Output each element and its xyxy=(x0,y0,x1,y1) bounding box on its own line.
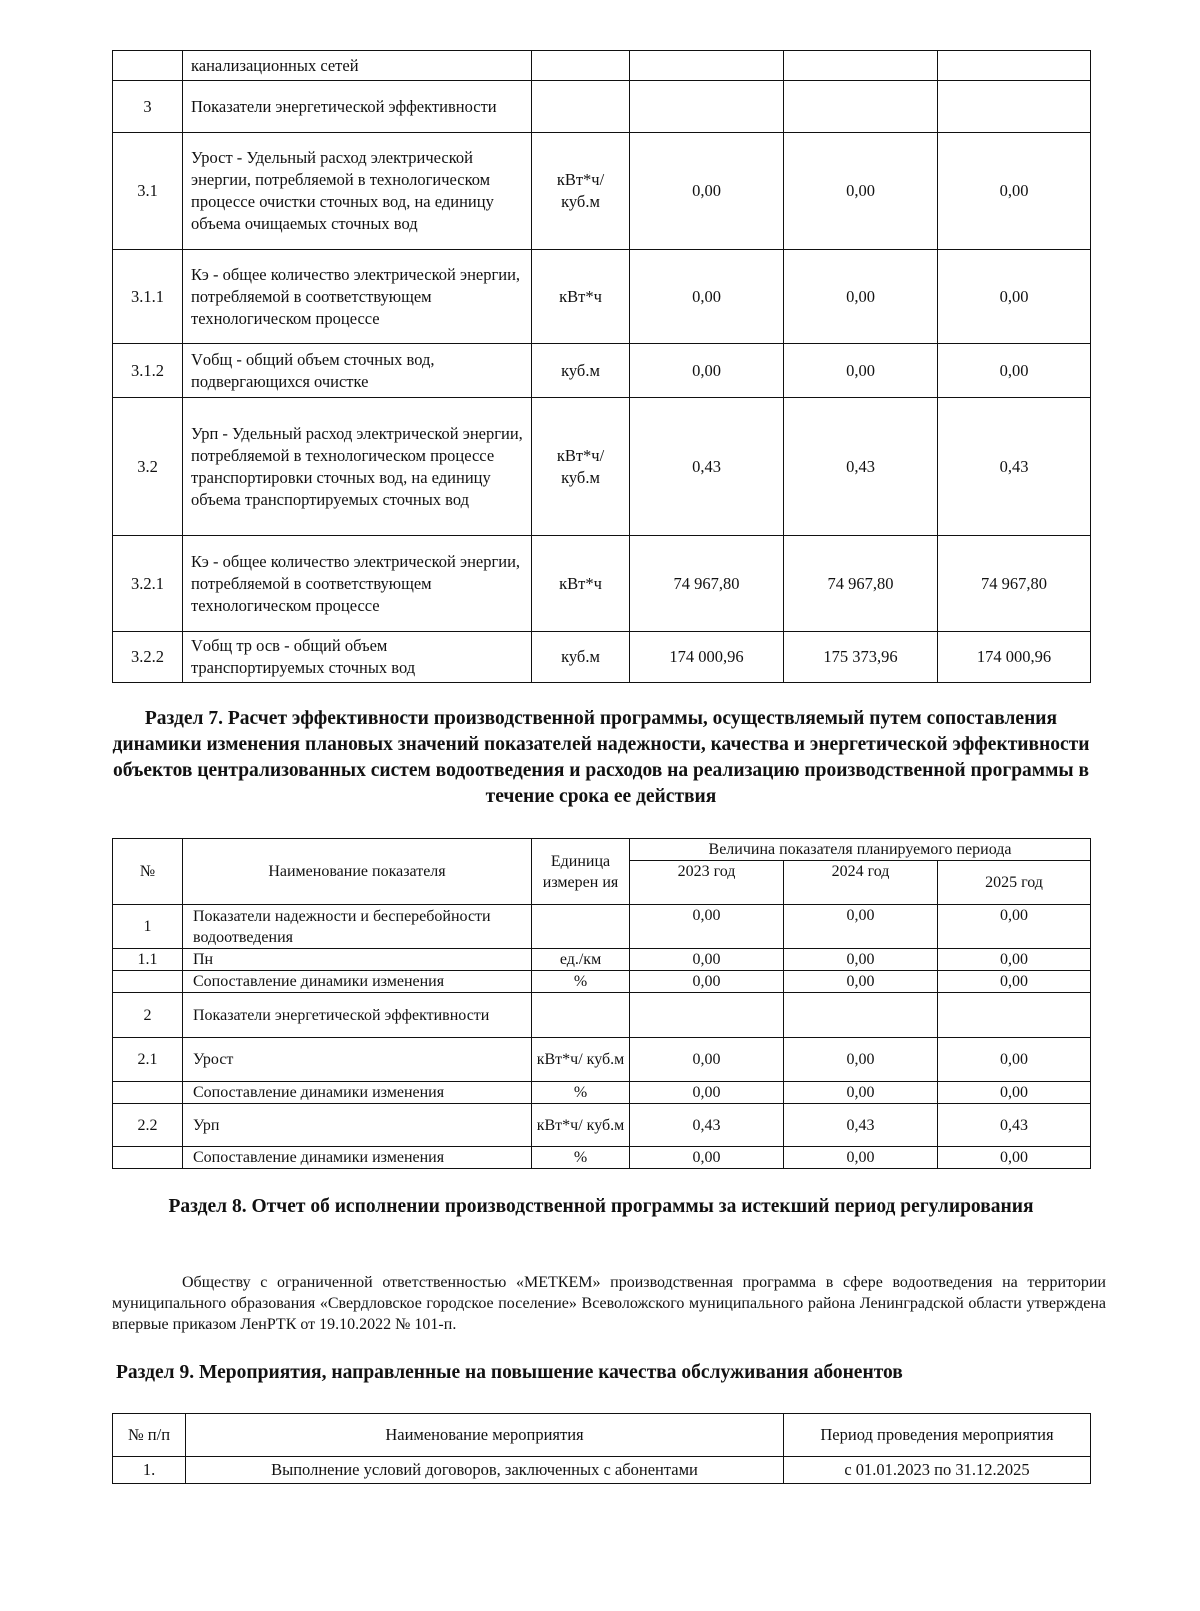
cell-no: 1. xyxy=(113,1457,186,1484)
cell-no: 3.2.2 xyxy=(113,632,183,683)
cell-value: 0,43 xyxy=(938,1104,1091,1147)
cell-unit: кВт*ч xyxy=(532,250,630,344)
cell-name: Показатели надежности и бесперебойности водоотведения xyxy=(183,905,532,949)
cell-value: 0,00 xyxy=(630,949,784,971)
cell-no xyxy=(113,1082,183,1104)
cell-unit xyxy=(532,993,630,1038)
cell-name: Кэ - общее количество электрической энергии, потребляемой в соответствующем технологическом процессе xyxy=(183,536,532,632)
header-year: 2024 год xyxy=(784,861,938,905)
table-row xyxy=(113,133,1091,250)
cell-unit: кВт*ч/ куб.м xyxy=(532,1104,630,1147)
cell-value: 0,00 xyxy=(938,250,1091,344)
cell-unit xyxy=(532,81,630,133)
table-row xyxy=(113,250,1091,344)
table-row xyxy=(113,905,1091,949)
cell-name: Урп - Удельный расход электрической энергии, потребляемой в технологическом процессе транспортировки сточных вод, на единицу объема транспортируемых сточных вод xyxy=(183,398,532,536)
table-row xyxy=(113,993,1091,1038)
cell-value: 0,43 xyxy=(630,1104,784,1147)
header-name: Наименование показателя xyxy=(183,839,532,905)
cell-unit: кВт*ч xyxy=(532,536,630,632)
cell-value: 0,00 xyxy=(630,971,784,993)
cell-value: 0,00 xyxy=(938,1038,1091,1082)
cell-value: 0,00 xyxy=(784,1082,938,1104)
cell-value: 0,00 xyxy=(630,905,784,949)
cell-no: 3.2 xyxy=(113,398,183,536)
cell-value: 174 000,96 xyxy=(938,632,1091,683)
cell-value: 0,00 xyxy=(938,971,1091,993)
cell-value: 0,00 xyxy=(630,250,784,344)
table-row xyxy=(113,1457,1091,1484)
header-no: № п/п xyxy=(113,1414,186,1457)
cell-value: 0,00 xyxy=(630,1082,784,1104)
cell-name: Урост xyxy=(183,1038,532,1082)
cell-no: 3.1 xyxy=(113,133,183,250)
cell-no: 1 xyxy=(113,905,183,949)
cell-no: 3.1.2 xyxy=(113,344,183,398)
cell-value: 0,00 xyxy=(784,971,938,993)
cell-value: 0,43 xyxy=(630,398,784,536)
cell-unit: кВт*ч/ куб.м xyxy=(532,398,630,536)
table-row xyxy=(113,1104,1091,1147)
cell-value: 0,00 xyxy=(938,1082,1091,1104)
section-9-heading: Раздел 9. Мероприятия, направленные на повышение качества обслуживания абонентов xyxy=(116,1362,903,1383)
cell-unit: % xyxy=(532,1082,630,1104)
header-year: 2023 год xyxy=(630,861,784,905)
cell-unit xyxy=(532,905,630,949)
header-period: Период проведения мероприятия xyxy=(784,1414,1091,1457)
cell-value: 0,00 xyxy=(784,1038,938,1082)
cell-no: 1.1 xyxy=(113,949,183,971)
table-row xyxy=(113,398,1091,536)
cell-value: 0,00 xyxy=(938,344,1091,398)
header-no: № xyxy=(113,839,183,905)
table-row xyxy=(113,949,1091,971)
cell-no xyxy=(113,971,183,993)
cell-value xyxy=(784,51,938,81)
header-period: Величина показателя планируемого периода xyxy=(630,839,1091,861)
cell-no: 3.2.1 xyxy=(113,536,183,632)
header-year: 2025 год xyxy=(938,861,1091,905)
cell-value: 0,00 xyxy=(630,344,784,398)
header-name: Наименование мероприятия xyxy=(186,1414,784,1457)
cell-value: 0,00 xyxy=(784,133,938,250)
cell-unit: % xyxy=(532,971,630,993)
table-row xyxy=(113,536,1091,632)
cell-value xyxy=(630,51,784,81)
cell-value: 0,00 xyxy=(784,1147,938,1169)
cell-value: 0,00 xyxy=(630,1038,784,1082)
indicators-table xyxy=(112,50,1091,683)
cell-name: Выполнение условий договоров, заключенных с абонентами xyxy=(186,1457,784,1484)
cell-unit xyxy=(532,51,630,81)
cell-name: Показатели энергетической эффективности xyxy=(183,81,532,133)
cell-value: 0,43 xyxy=(784,398,938,536)
cell-value: 174 000,96 xyxy=(630,632,784,683)
cell-name: Урост - Удельный расход электрической энергии, потребляемой в технологическом процессе очистки сточных вод, на единицу объема очищаемых сточных вод xyxy=(183,133,532,250)
cell-name: Vобщ - общий объем сточных вод, подвергающихся очистке xyxy=(183,344,532,398)
cell-name: Пн xyxy=(183,949,532,971)
cell-name: Сопоставление динамики изменения xyxy=(183,1082,532,1104)
cell-name: Сопоставление динамики изменения xyxy=(183,971,532,993)
cell-name: Кэ - общее количество электрической энергии, потребляемой в соответствующем технологическом процессе xyxy=(183,250,532,344)
cell-value: 0,00 xyxy=(938,905,1091,949)
cell-value: 0,00 xyxy=(938,133,1091,250)
cell-unit: куб.м xyxy=(532,632,630,683)
cell-value: 0,00 xyxy=(938,949,1091,971)
cell-value: 0,00 xyxy=(630,133,784,250)
cell-value: 74 967,80 xyxy=(784,536,938,632)
cell-value xyxy=(938,81,1091,133)
cell-value xyxy=(938,993,1091,1038)
cell-value: 0,00 xyxy=(938,1147,1091,1169)
cell-value: 0,00 xyxy=(784,949,938,971)
cell-name: Показатели энергетической эффективности xyxy=(183,993,532,1038)
cell-value: 175 373,96 xyxy=(784,632,938,683)
cell-value xyxy=(630,81,784,133)
cell-unit: ед./км xyxy=(532,949,630,971)
cell-value: 0,00 xyxy=(784,344,938,398)
cell-no: 2 xyxy=(113,993,183,1038)
cell-value: 74 967,80 xyxy=(938,536,1091,632)
table-row xyxy=(113,971,1091,993)
cell-value: 0,00 xyxy=(630,1147,784,1169)
cell-value xyxy=(630,993,784,1038)
cell-no: 3.1.1 xyxy=(113,250,183,344)
table-row xyxy=(113,1038,1091,1082)
cell-name: Урп xyxy=(183,1104,532,1147)
cell-no: 2.2 xyxy=(113,1104,183,1147)
cell-value xyxy=(938,51,1091,81)
cell-no: 3 xyxy=(113,81,183,133)
cell-no xyxy=(113,1147,183,1169)
table-row xyxy=(113,1082,1091,1104)
table-row xyxy=(113,51,1091,81)
table-row xyxy=(113,344,1091,398)
section-8-text: Обществу с ограниченной ответственностью «МЕТКЕМ» производственная программа в сфере водоотведения на территории муниципального образования «Свердловское городское поселение» Всеволожского муниципального района Ленинградской области утверждена впервые приказом ЛенРТК от 19.10.2022 № 101-п. xyxy=(112,1274,1106,1333)
table-row xyxy=(113,81,1091,133)
cell-no: 2.1 xyxy=(113,1038,183,1082)
cell-value: 0,00 xyxy=(784,905,938,949)
cell-value xyxy=(784,993,938,1038)
cell-name: Сопоставление динамики изменения xyxy=(183,1147,532,1169)
section-7-heading: Раздел 7. Расчет эффективности производственной программы, осуществляемый путем сопоставления динамики изменения плановых значений показателей надежности, качества и энергетической эффективности объектов централизованных систем водоотведения и расходов на реализацию производственной программы в течение срока ее действия xyxy=(112,708,1090,807)
cell-value: 0,43 xyxy=(784,1104,938,1147)
section-8-heading: Раздел 8. Отчет об исполнении производственной программы за истекший период регулирования xyxy=(168,1196,1034,1217)
cell-unit: кВт*ч/ куб.м xyxy=(532,1038,630,1082)
table-row xyxy=(113,632,1091,683)
cell-unit: кВт*ч/ куб.м xyxy=(532,133,630,250)
cell-value: 74 967,80 xyxy=(630,536,784,632)
header-unit: Единица измерен ия xyxy=(532,839,630,905)
cell-unit: куб.м xyxy=(532,344,630,398)
measures-table xyxy=(112,1413,1091,1484)
efficiency-table xyxy=(112,838,1091,1169)
cell-name: Vобщ тр осв - общий объем транспортируемых сточных вод xyxy=(183,632,532,683)
cell-period: с 01.01.2023 по 31.12.2025 xyxy=(784,1457,1091,1484)
cell-name: канализационных сетей xyxy=(183,51,532,81)
cell-no xyxy=(113,51,183,81)
cell-value: 0,43 xyxy=(938,398,1091,536)
table-row xyxy=(113,1147,1091,1169)
cell-unit: % xyxy=(532,1147,630,1169)
cell-value xyxy=(784,81,938,133)
cell-value: 0,00 xyxy=(784,250,938,344)
